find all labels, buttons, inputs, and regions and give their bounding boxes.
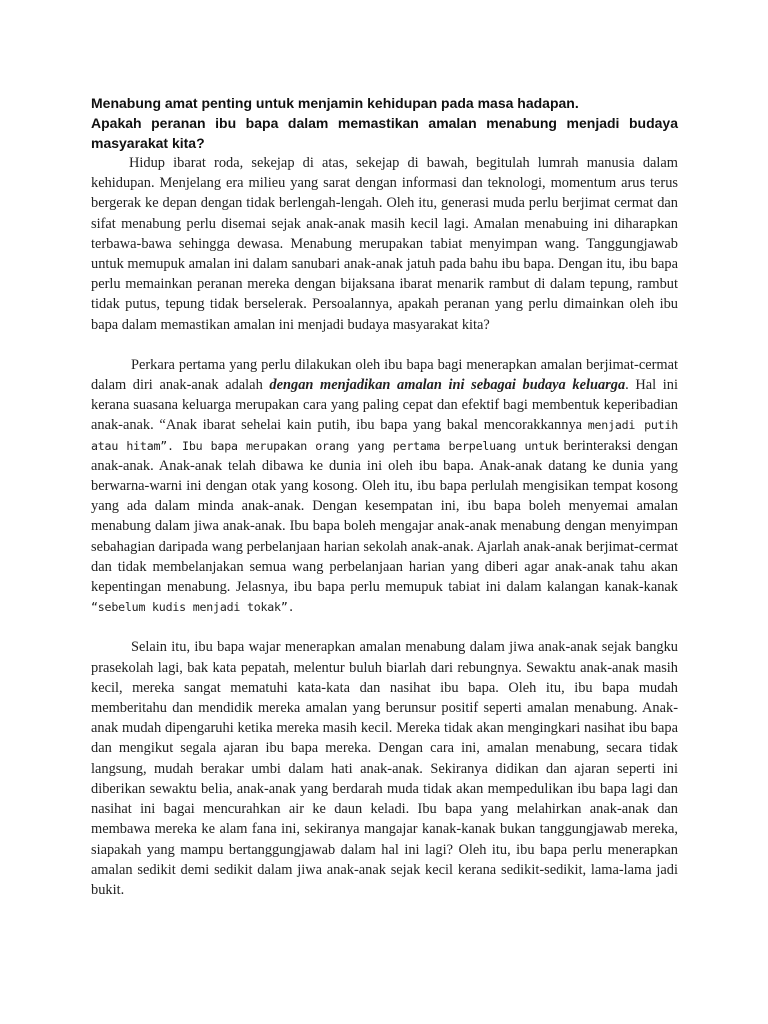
paragraph-2-emphasis: dengan menjadikan amalan ini sebagai budaya keluarga <box>269 377 626 394</box>
paragraph-point-two <box>91 637 678 900</box>
paragraph-2-text-a: Perkara pertama yang perlu dilakukan oleh ibu bapa bagi menerapkan amalan berjimat-cermat dalam diri anak-anak adalah <box>91 356 678 394</box>
paragraph-introduction <box>91 153 678 335</box>
essay-title: Menabung amat penting untuk menjamin kehidupan pada masa hadapan. <box>91 95 579 111</box>
paragraph-2-text-b: . Hal ini kerana suasana keluarga merupakan cara yang paling cepat dan efektif bagi membentuk keperibadian anak-anak. “Anak ibarat sehelai kain putih, ibu bapa yang bakal mencorakkannya <box>91 377 679 434</box>
paragraph-2-text-c: berinteraksi dengan anak-anak. Anak-anak telah dibawa ke dunia ini oleh ibu bapa. Anak-anak datang ke dunia yang berwarna-warni ini dengan otak yang kosong. Oleh itu, ibu bapa perlulah mengisikan tempat kosong yang ada dalam minda anak-anak. Dengan kesempatan ini, ibu bapa boleh menyemai amalan menabung dalam jiwa anak-anak. Ibu bapa boleh mengajar anak-anak menabung dengan menyimpan sebahagian daripada wang perbelanjaan harian sekolah anak-anak. Ajarlah anak-anak berjimat-cermat dan tidak membelanjakan semua wang perbelanjaan harian yang diberi agar anak-anak tahu akan kepentingan menabung. Jelasnya, ibu bapa perlu memupuk tabiat ini dalam kalangan kanak-kanak <box>91 437 679 596</box>
paragraph-1-text: Hidup ibarat roda, sekejap di atas, sekejap di bawah, begitulah lumrah manusia dalam kehidupan. Menjelang era milieu yang sarat dengan informasi dan teknologi, momentum arus terus bergerak ke depan dengan tidak berlengah-lengah. Oleh itu, generasi muda perlu berjimat cermat dan sifat menabung perlu disemai sejak anak-anak masih kecil lagi. Amalan menabuing ini diharapkan terbawa-bawa sehingga dewasa. Menabung merupakan tabiat menyimpan wang. Tanggungjawab untuk memupuk amalan ini dalam sanubari anak-anak jatuh pada bahu ibu bapa. Dengan itu, ibu bapa perlu memainkan peranan mereka dengan bijaksana ibarat menarik rambut di dalam tepung, rambut tidak putus, tepung tidak berselerak. Persoalannya, apakah peranan yang perlu dimainkan oleh ibu bapa dalam memastikan amalan ini menjadi budaya masyarakat kita? <box>91 155 678 333</box>
paragraph-2-proverb: “sebelum kudis menjadi tokak”. <box>91 600 295 615</box>
paragraph-point-one <box>91 355 678 618</box>
paragraph-2-quote: menjadi putih atau hitam”. Ibu bapa merupakan orang yang pertama berpeluang untuk <box>91 418 679 453</box>
essay-question: Apakah peranan ibu bapa dalam memastikan amalan menabung menjadi budaya masyarakat kita? <box>91 115 678 151</box>
paragraph-3-text: Selain itu, ibu bapa wajar menerapkan amalan menabung dalam jiwa anak-anak sejak bangku prasekolah lagi, bak kata pepatah, melentur buluh biarlah dari rebungnya. Sewaktu anak-anak masih kecil, mereka sangat mematuhi kata-kata dan nasihat ibu bapa. Oleh itu, ibu bapa mudah memberitahu dan mendidik mereka amalan yang berunsur positif seperti amalan menabung. Anak-anak mudah dipengaruhi ketika mereka masih kecil. Mereka tidak akan mengingkari nasihat ibu bapa dan mengikut segala ajaran ibu bapa mereka. Dengan cara ini, amalan menabung, secara tidak langsung, mudah berakar umbi dalam hati anak-anak. Sekiranya didikan dan ajaran seperti ini diberikan sewaktu belia, anak-anak yang berdarah muda tidak akan mempedulikan ibu bapa lagi dan nasihat ini bagai mencurahkan air ke daun keladi. Ibu bapa yang melahirkan anak-anak dan membawa mereka ke alam fana ini, sekiranya mangajar kanak-kanak bukan tanggungjawab mereka, siapakah yang mampu bertanggungjawab dalam hal ini lagi? Oleh itu, ibu bapa perlu menerapkan amalan sedikit demi sedikit dalam jiwa anak-anak sejak kecil kerana sedikit-sedikit, lama-lama jadi bukit. <box>91 639 678 898</box>
document-page <box>91 93 678 900</box>
